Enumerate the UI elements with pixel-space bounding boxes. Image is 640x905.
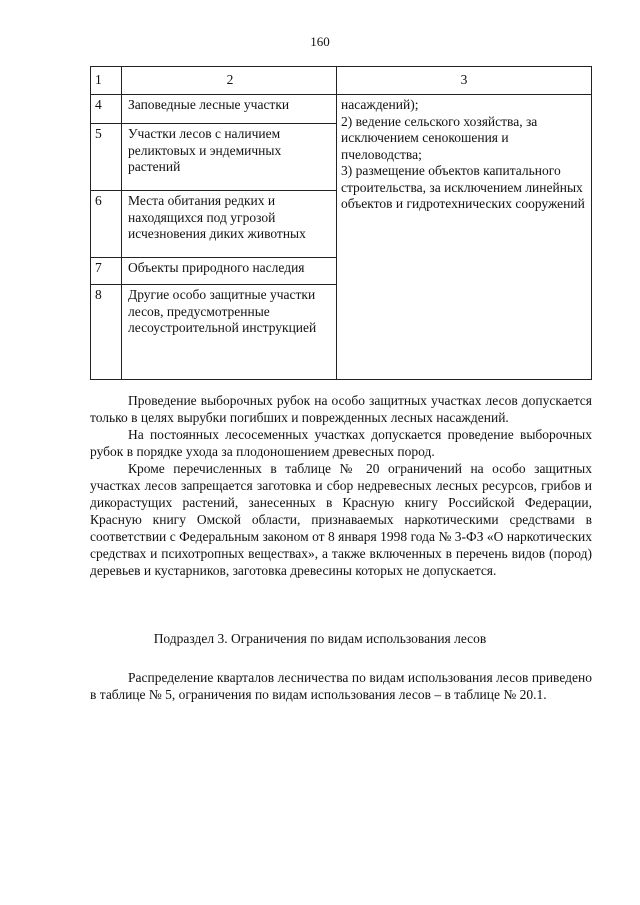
row-number: 5 (91, 124, 122, 191)
paragraph-selective-cutting: Проведение выборочных рубок на особо защитных участках лесов допускается только в целях вырубки погибших и поврежденных лесных насаждений. (90, 393, 592, 425)
header-cell-3: 3 (337, 67, 592, 95)
page-number: 160 (310, 34, 330, 49)
area-name: Места обитания редких и находящихся под угрозой исчезновения диких животных (122, 191, 337, 258)
header-cell-1: 1 (91, 67, 122, 95)
restriction-line: 2) ведение сельского хозяйства, за исключением сенокошения и пчеловодства; (341, 113, 538, 162)
restrictions-table (90, 66, 592, 380)
row-number: 7 (91, 258, 122, 285)
paragraph-seed-plots: На постоянных лесосеменных участках допускается проведение выборочных рубок в порядке ухода за плодоношением древесных пород. (90, 427, 592, 459)
row-number: 8 (91, 285, 122, 380)
body-text-block-2 (90, 669, 592, 703)
area-name: Другие особо защитные участки лесов, предусмотренные лесоустроительной инструкцией (122, 285, 337, 380)
restrictions-cell (337, 95, 592, 380)
area-name: Объекты природного наследия (122, 258, 337, 285)
restriction-line: 3) размещение объектов капитального строительства, за исключением линейных объектов и гидротехнических сооружений (341, 163, 585, 211)
area-name: Заповедные лесные участки (122, 95, 337, 124)
table-header-row (91, 67, 592, 95)
restriction-line: насаждений); (341, 97, 419, 112)
row-number: 4 (91, 95, 122, 124)
area-name: Участки лесов с наличием реликтовых и эндемичных растений (122, 124, 337, 191)
subsection-heading: Подраздел 3. Ограничения по видам использования лесов (153, 631, 487, 646)
paragraph-distribution: Распределение кварталов лесничества по видам использования лесов приведено в таблице № 5, ограничения по видам использования лесов – в таблице № 20.1. (90, 670, 592, 702)
header-cell-2: 2 (122, 67, 337, 95)
body-text-block (90, 392, 592, 579)
table-row (91, 95, 592, 124)
paragraph-prohibitions: Кроме перечисленных в таблице № 20 ограничений на особо защитных участках лесов запрещается заготовка и сбор недревесных лесных ресурсов, грибов и дикорастущих растений, занесенных в Красную книгу Российской Федерации, Красную книгу Омской области, признаваемых наркотическими средствами в соответствии с Федеральным законом от 8 января 1998 года № 3-ФЗ «О наркотических средствах и психотропных веществах», а также включенных в перечень видов (пород) деревьев и кустарников, заготовка древесины которых не допускается. (90, 461, 592, 578)
row-number: 6 (91, 191, 122, 258)
